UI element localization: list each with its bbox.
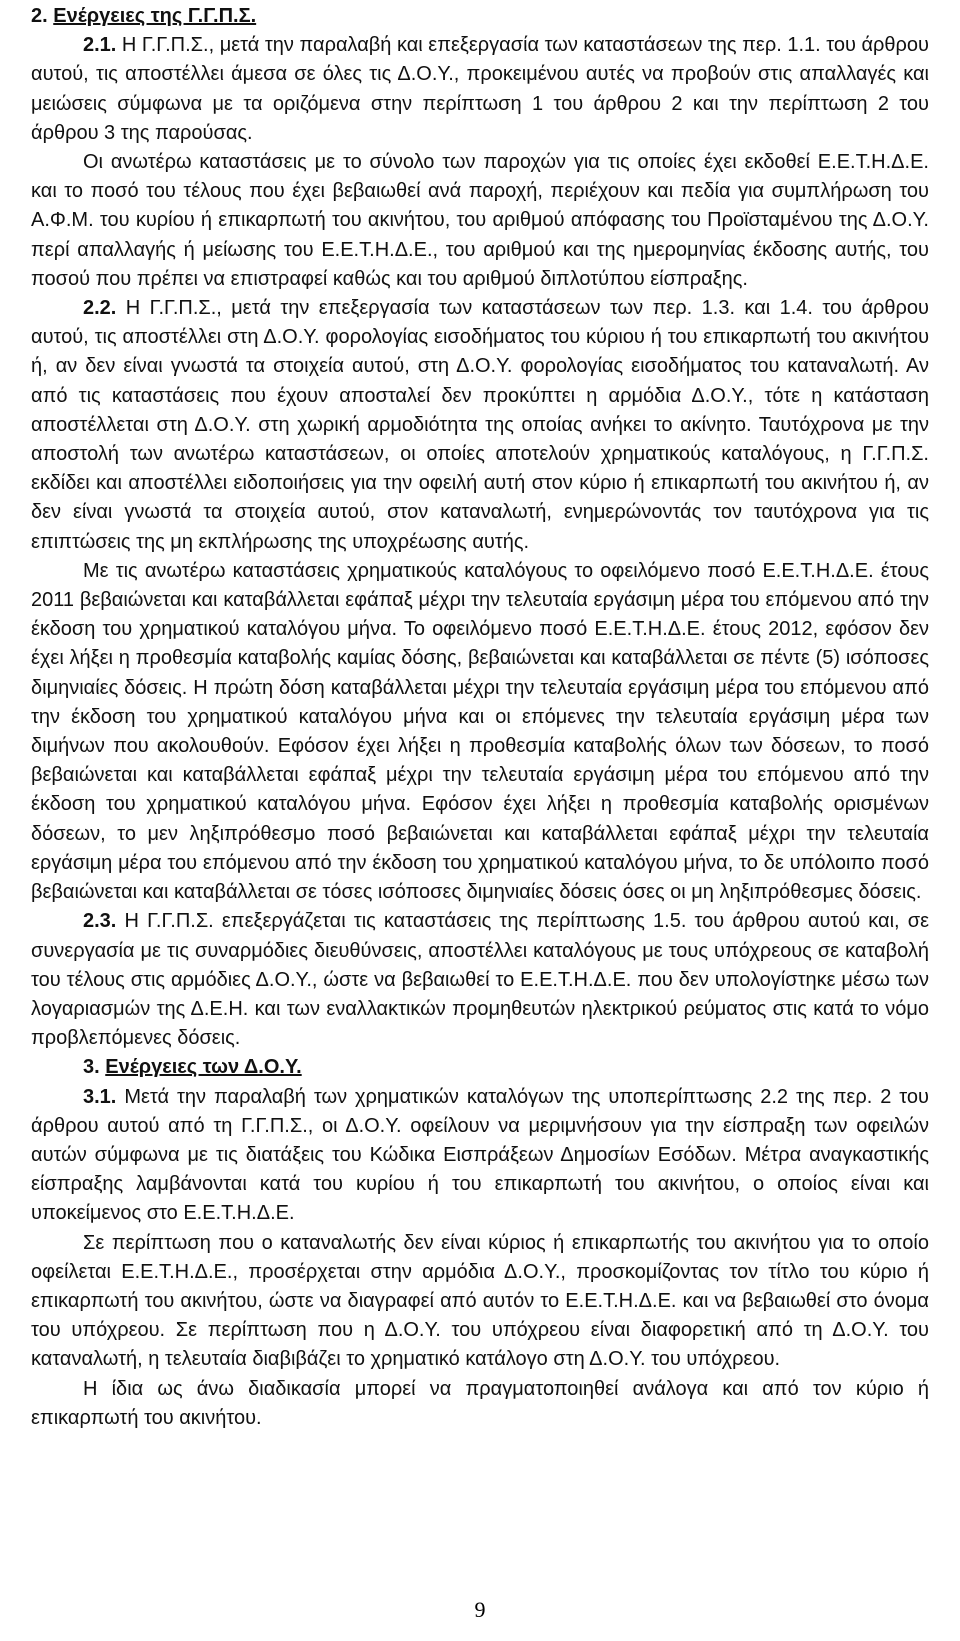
paragraph-2-3 [31,907,929,1053]
paragraph-2-1-text: Η Γ.Γ.Π.Σ., μετά την παραλαβή και επεξεργασία των καταστάσεων της περ. 1.1. του άρθρου αυτού, τις αποστέλλει άμεσα σε όλες τις Δ.Ο.Υ., προκειμένου αυτές να προβούν στις απαλλαγές και μειώσεις σύμφωνα με τα οριζόμενα στην περίπτωση 1 του άρθρου 2 και την περίπτωση 2 του άρθρου 3 της παρούσας. [31,34,929,144]
section-2-heading [31,2,929,31]
paragraph-3-1-number: 3.1. [83,1085,117,1108]
section-3-heading [31,1053,929,1082]
paragraph-2-3-text: Η Γ.Γ.Π.Σ. επεξεργάζεται τις καταστάσεις της περίπτωσης 1.5. του άρθρου αυτού και, σε συνεργασία με τις συναρμόδιες διευθύνσεις, αποστέλλει καταλόγους με τους υπόχρεους σε καταβολή του τέλους στις αρμόδιες Δ.Ο.Υ., ώστε να βεβαιωθεί το Ε.Ε.Τ.Η.Δ.Ε. που δεν υπολογίστηκε μέσω των λογαριασμών της Δ.Ε.Η. και των εναλλακτικών προμηθευτών ηλεκτρικού ρεύματος στις κατά το νόμο προβλεπόμενες δόσεις. [31,910,929,1050]
paragraph-2-1 [31,31,929,148]
paragraph-same-procedure: Η ίδια ως άνω διαδικασία μπορεί να πραγματοποιηθεί ανάλογα και από τον κύριο ή επικαρπωτή του ακινήτου. [31,1377,929,1429]
section-3-number: 3. [83,1056,100,1079]
section-2-title: Ενέργειες της Γ.Γ.Π.Σ. [53,5,257,27]
page-number: 9 [474,1597,486,1622]
paragraph-amounts: Με τις ανωτέρω καταστάσεις χρηματικούς καταλόγους το οφειλόμενο ποσό Ε.Ε.Τ.Η.Δ.Ε. έτους 2011 βεβαιώνεται και καταβάλλεται εφάπαξ μέχρι την τελευταία εργάσιμη μέρα του επόμενου από την έκδοση του χρηματικού καταλόγου μήνα. Το οφειλόμενο ποσό Ε.Ε.Τ.Η.Δ.Ε. έτους 2012, εφόσον δεν έχει λήξει η προθεσμία καταβολής καμίας δόσης, βεβαιώνεται και καταβάλλεται σε πέντε (5) ισόποσες διμηνιαίες δόσεις. Η πρώτη δόση καταβάλλεται μέχρι την τελευταία εργάσιμη μέρα του επόμενου από την έκδοση του χρηματικού καταλόγου μήνα και οι επόμενες την τελευταία εργάσιμη μέρα των διμήνων που ακολουθούν. Εφόσον έχει λήξει η προθεσμία καταβολής όλων των δόσεων, το ποσό βεβαιώνεται και καταβάλλεται εφάπαξ μέχρι την τελευταία εργάσιμη μέρα του επόμενου από την έκδοση του χρηματικού καταλόγου μήνα. Εφόσον έχει λήξει η προθεσμία καταβολής ορισμένων δόσεων, το μεν ληξιπρόθεσμο ποσό βεβαιώνεται και καταβάλλεται εφάπαξ μέχρι την τελευταία εργάσιμη μέρα του επόμενου από την έκδοση του χρηματικού καταλόγου μήνα, το δε υπόλοιπο ποσό βεβαιώνεται και καταβάλλεται σε τόσες ισόποσες διμηνιαίες δόσεις όσες οι μη ληξιπρόθεσμες δόσεις. [31,559,929,904]
paragraph-2-1-number: 2.1. [83,34,117,57]
paragraph-3-1 [31,1083,929,1229]
paragraph-3-1-text: Μετά την παραλαβή των χρηματικών καταλόγων της υποπερίπτωσης 2.2 της περ. 2 του άρθρου αυτού από τη Γ.Γ.Π.Σ., οι Δ.Ο.Υ. οφείλουν να μεριμνήσουν για την είσπραξη των οφειλών αυτών σύμφωνα με τις διατάξεις του Κώδικα Εισπράξεων Δημοσίων Εσόδων. Μέτρα αναγκαστικής είσπραξης λαμβάνονται κατά του κυρίου ή του επικαρπωτή του ακινήτου, ο οποίος είναι και υποκείμενος στο Ε.Ε.Τ.Η.Δ.Ε. [31,1085,929,1225]
section-2-number: 2. [31,5,48,27]
paragraph-states: Οι ανωτέρω καταστάσεις με το σύνολο των παροχών για τις οποίες έχει εκδοθεί Ε.Ε.Τ.Η.Δ.Ε. και το ποσό του τέλους που έχει βεβαιωθεί ανά παροχή, περιέχουν και πεδία για συμπλήρωση του Α.Φ.Μ. του κυρίου ή επικαρπωτή του ακινήτου, του αριθμού απόφασης του Προϊσταμένου της Δ.Ο.Υ. περί απαλλαγής ή μείωσης του Ε.Ε.Τ.Η.Δ.Ε., του αριθμού και της ημερομηνίας έκδοσης αυτής, του ποσού που πρέπει να επιστραφεί καθώς και του αριθμού διπλοτύπου είσπραξης. [31,151,929,290]
paragraph-2-3-number: 2.3. [83,910,117,933]
paragraph-2-2-text: Η Γ.Γ.Π.Σ., μετά την επεξεργασία των καταστάσεων των περ. 1.3. και 1.4. του άρθρου αυτού, τις αποστέλλει στη Δ.Ο.Υ. φορολογίας εισοδήματος του κύριου ή του επικαρπωτή του ακινήτου ή, αν δεν είναι γνωστά τα στοιχεία αυτού, στη Δ.Ο.Υ. φορολογίας εισοδήματος του καταναλωτή. Αν από τις καταστάσεις που έχουν αποσταλεί δεν προκύπτει η αρμόδια Δ.Ο.Υ., τότε η κατάσταση αποστέλλεται στη Δ.Ο.Υ. στη χωρική αρμοδιότητα της οποίας ανήκει το ακίνητο. Ταυτόχρονα με την αποστολή των ανωτέρω καταστάσεων, οι οποίες αποτελούν χρηματικούς καταλόγους, η Γ.Γ.Π.Σ. εκδίδει και αποστέλλει ειδοποιήσεις για την οφειλή αυτή στον κύριο ή επικαρπωτή του ακινήτου ή, αν δεν είναι γνωστά τα στοιχεία αυτού, στον καταναλωτή, ενημερώνοντάς τον ταυτόχρονα για τις επιπτώσεις της μη εκπλήρωσης της υποχρέωσης αυτής. [31,297,929,553]
paragraph-2-2-number: 2.2. [83,297,117,320]
paragraph-2-2 [31,294,929,557]
section-3-title: Ενέργειες των Δ.Ο.Υ. [105,1056,302,1079]
paragraph-consumer: Σε περίπτωση που ο καταναλωτής δεν είναι κύριος ή επικαρπωτής του ακινήτου για το οποίο οφείλεται Ε.Ε.Τ.Η.Δ.Ε., προσέρχεται στην αρμόδια Δ.Ο.Υ., προσκομίζοντας τον τίτλο του κύριο ή επικαρπωτή του ακινήτου, ώστε να διαγραφεί από αυτόν το Ε.Ε.Τ.Η.Δ.Ε. και να βεβαιωθεί στο όνομα του υπόχρεου. Σε περίπτωση που η Δ.Ο.Υ. του υπόχρεου είναι διαφορετική από τη Δ.Ο.Υ. του καταναλωτή, η τελευταία διαβιβάζει το χρηματικό κατάλογο στη Δ.Ο.Υ. του υπόχρεου. [31,1231,929,1371]
